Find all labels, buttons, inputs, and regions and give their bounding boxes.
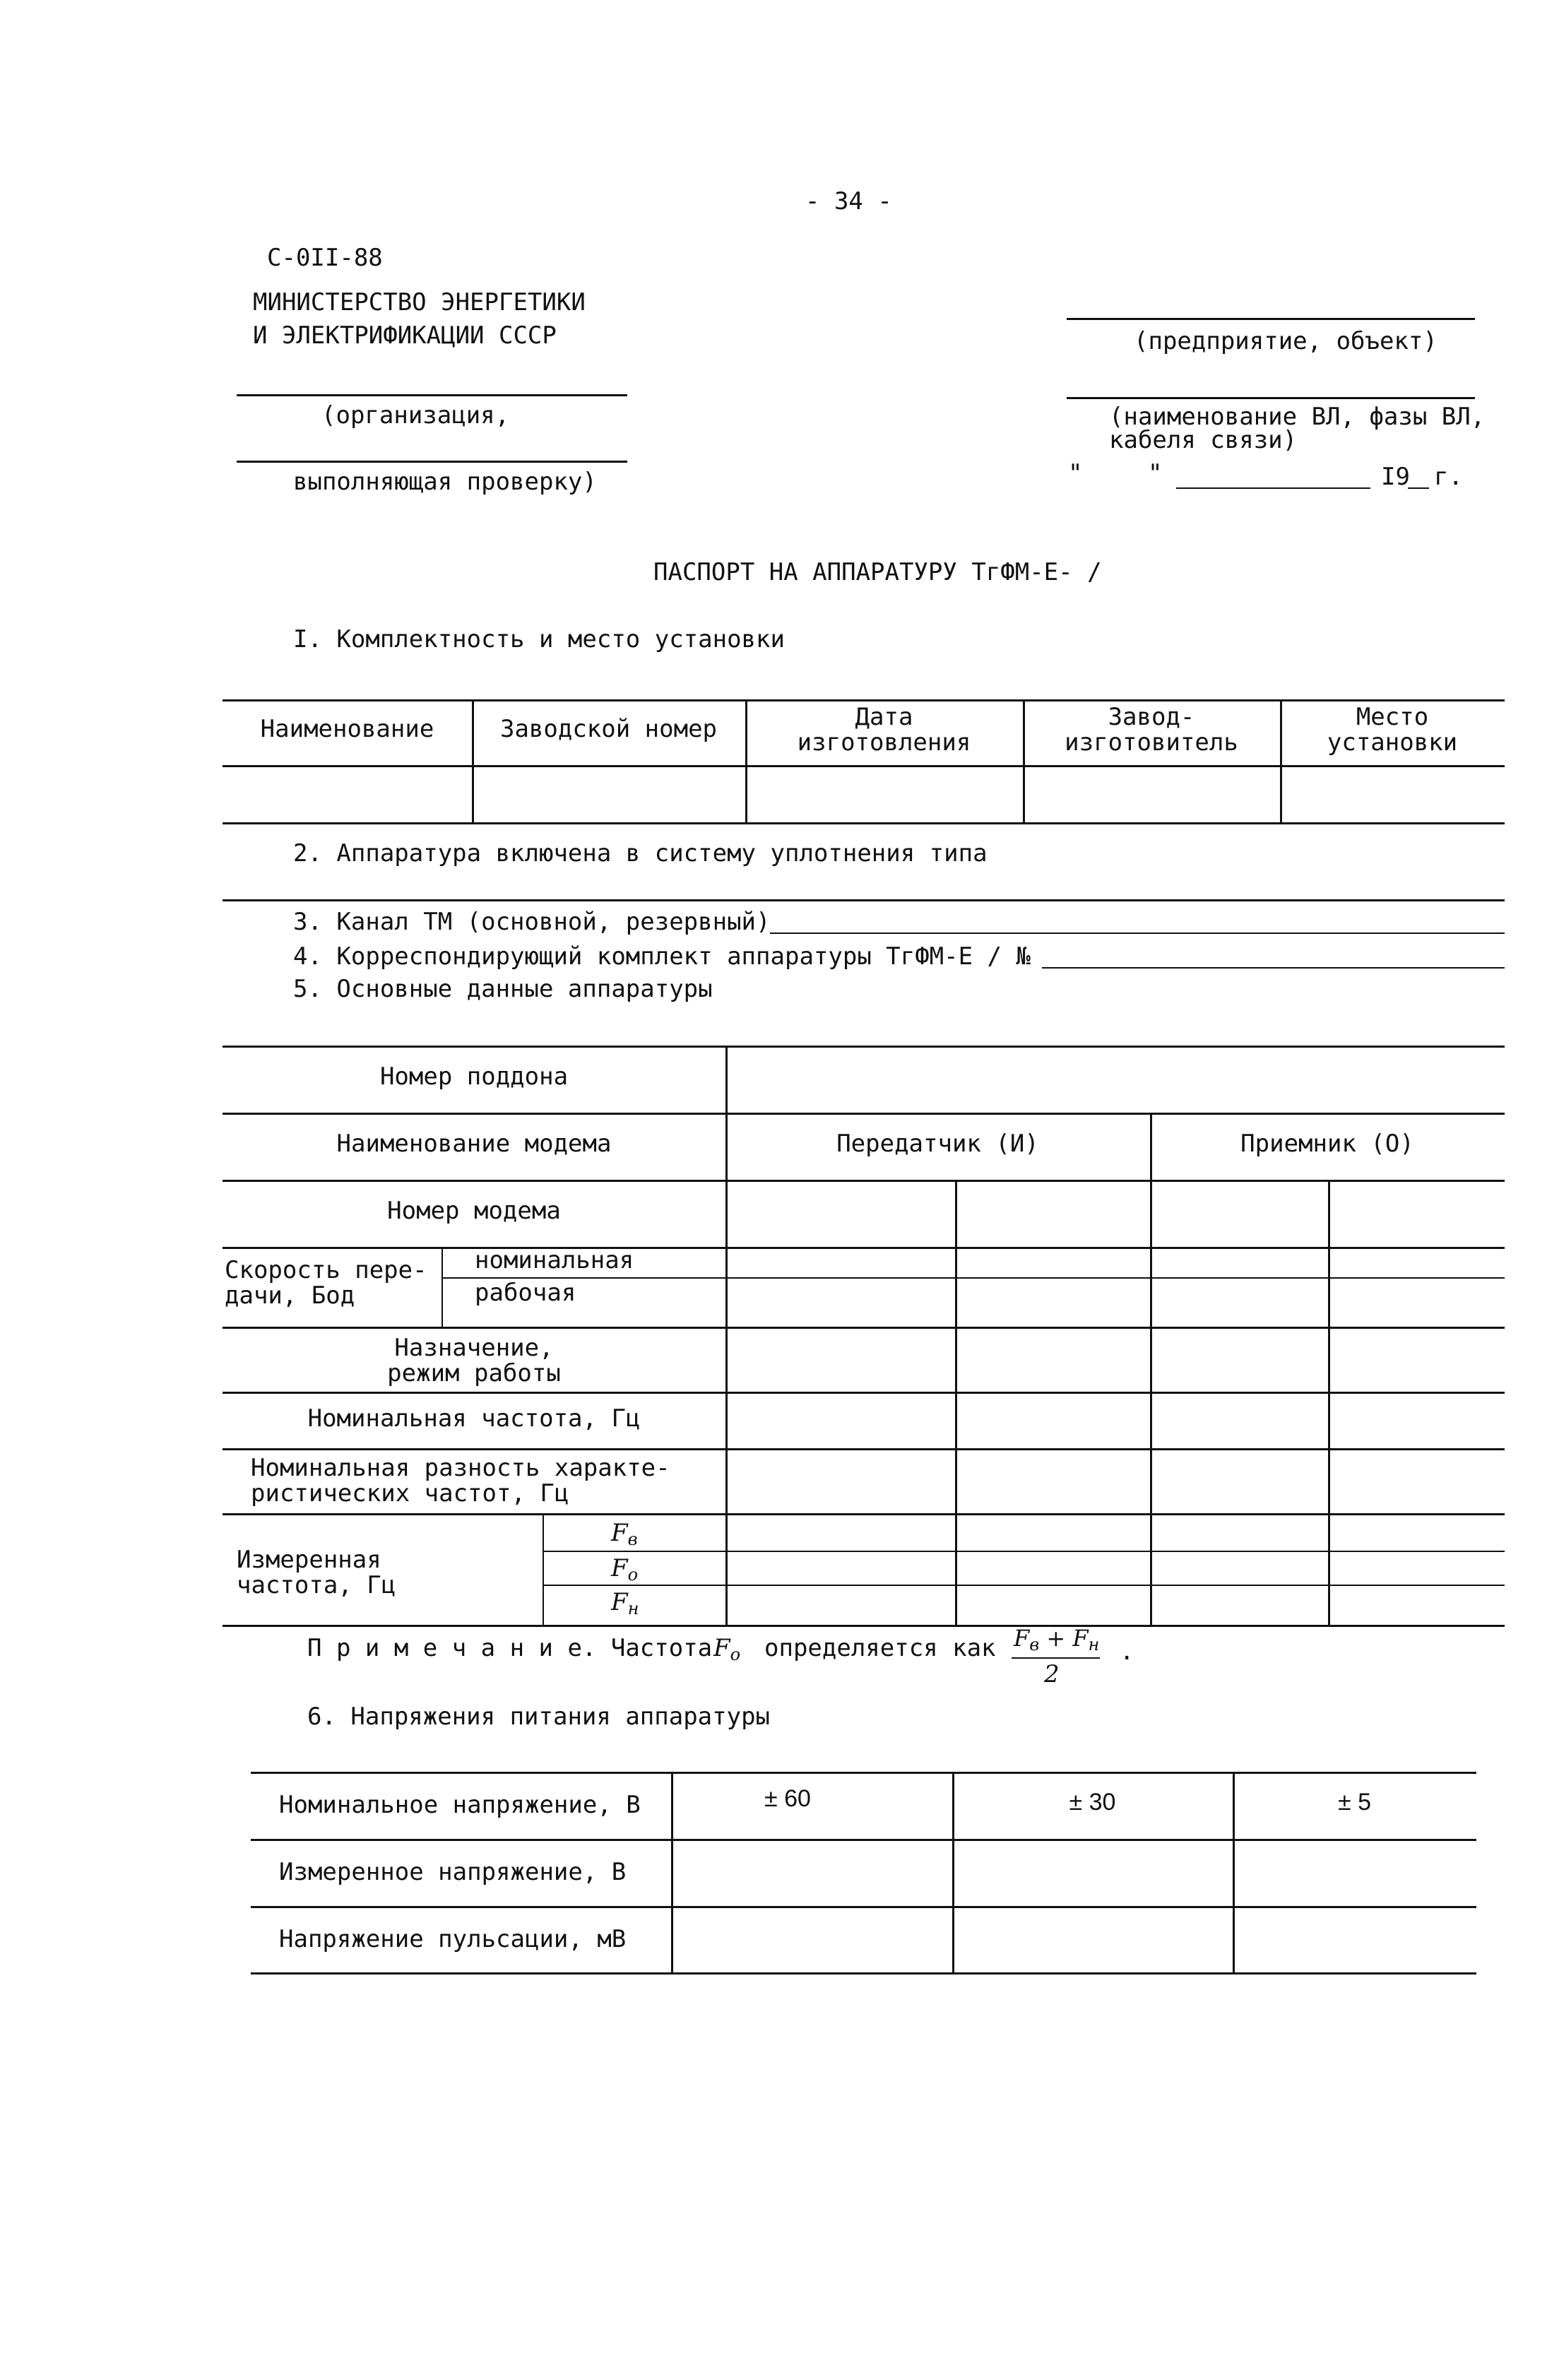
t5-vline-speed [441, 1247, 443, 1327]
s6-line-bottom [251, 1972, 1476, 1975]
t5-line-3 [223, 1247, 1505, 1249]
t5-receiver: Приемник (О) [1240, 1130, 1414, 1158]
org-line-2 [237, 461, 627, 463]
note-end: . [1120, 1638, 1134, 1666]
enterprise-line [1067, 318, 1475, 320]
s1-col-date: Дата изготовления [797, 703, 971, 757]
t5-measured-freq: Измеренная частота, Гц [237, 1546, 396, 1599]
t5-vline-tx-mid [955, 1180, 957, 1625]
note-denominator: 2 [1044, 1660, 1060, 1688]
t5-f-upper: $F_в$ [611, 1519, 638, 1549]
t5-vline-rx-mid [1328, 1180, 1330, 1625]
t5-f-lower: $F_н$ [611, 1588, 639, 1618]
t5-speed-nominal: номинальная [475, 1246, 634, 1274]
item2-fill-line [223, 899, 1505, 901]
t5-line-4 [223, 1327, 1505, 1329]
item3-fill-line [770, 933, 1505, 934]
passport-title: ПАСПОРТ НА АППАРАТУРУ ТгФМ-Е- / [653, 558, 1102, 586]
s6-row-nominal: Номинальное напряжение, В [279, 1791, 641, 1819]
t5-f-center: $F_о$ [611, 1554, 639, 1585]
item2-text: 2. Аппаратура включена в систему уплотнения типа [293, 839, 988, 868]
t5-nominal-freq: Номинальная частота, Гц [307, 1404, 641, 1433]
doc-code: С-0II-88 [267, 244, 383, 272]
s1-col-place: Место установки [1327, 703, 1458, 757]
section1-heading: I. Комплектность и место установки [293, 625, 785, 653]
item4-fill-line [1042, 967, 1505, 969]
s1-col-name: Наименование [260, 715, 434, 743]
s6-value-30: ± 30 [1069, 1789, 1116, 1816]
org-line-1 [237, 394, 627, 396]
ministry-line-2: И ЭЛЕКТРИФИКАЦИИ СССР [253, 321, 557, 350]
t5-line-bottom [223, 1625, 1505, 1627]
page-number: - 34 - [805, 187, 892, 215]
date-quote-open: " [1068, 459, 1083, 487]
t5-line-7 [223, 1513, 1505, 1515]
s6-row-ripple: Напряжение пульсации, мВ [279, 1925, 627, 1953]
s1-top-line [223, 699, 1505, 701]
t5-modem-number: Номер модема [387, 1197, 561, 1225]
line-name-line [1067, 397, 1475, 399]
org-caption-2: выполняющая проверку) [293, 468, 597, 496]
note-f0-symbol: $F_о$ [713, 1634, 741, 1664]
s6-line-2 [251, 1906, 1476, 1908]
item5-text: 5. Основные данные аппаратуры [293, 975, 713, 1003]
t5-speed-label: Скорость пере- дачи, Бод [225, 1256, 427, 1310]
s1-bottom-line [223, 822, 1505, 824]
item3-text: 3. Канал ТМ (основной, резервный) [293, 908, 771, 936]
date-month-line [1176, 487, 1370, 489]
ministry-line-1: МИНИСТЕРСТВО ЭНЕРГЕТИКИ [253, 288, 586, 316]
t5-line-f1 [543, 1551, 1505, 1552]
s6-value-5: ± 5 [1337, 1789, 1371, 1816]
date-year-prefix: I9 [1381, 463, 1410, 491]
note-middle: определяется как [764, 1634, 996, 1662]
t5-vline-rx [1150, 1113, 1152, 1625]
t5-line-5 [223, 1392, 1505, 1394]
note-numerator: $F_в + F_н$ [1014, 1625, 1100, 1654]
note-fraction-bar [1012, 1657, 1100, 1659]
s6-line-1 [251, 1839, 1476, 1841]
enterprise-caption: (предприятие, объект) [1134, 327, 1438, 355]
line-name-caption-2: кабеля связи) [1109, 426, 1298, 454]
t5-transmitter: Передатчик (И) [836, 1130, 1039, 1158]
date-year-suffix: г. [1434, 463, 1463, 491]
org-caption-1: (организация, [321, 401, 510, 430]
s1-header-bottom [223, 765, 1505, 767]
s6-row-measured: Измеренное напряжение, В [279, 1858, 627, 1886]
t5-line-1 [223, 1113, 1505, 1115]
t5-line-6 [223, 1448, 1505, 1450]
note-prefix: П р и м е ч а н и е. Частота [307, 1634, 713, 1662]
s6-value-60: ± 60 [764, 1785, 811, 1812]
section6-heading: 6. Напряжения питания аппаратуры [307, 1703, 771, 1731]
t5-vline-measured [543, 1513, 544, 1625]
t5-modem-name: Наименование модема [336, 1130, 612, 1158]
t5-line-2 [223, 1180, 1505, 1182]
t5-purpose: Назначение, режим работы [387, 1334, 561, 1387]
line-name-caption-1: (наименование ВЛ, фазы ВЛ, [1109, 403, 1486, 431]
t5-pallet: Номер поддона [379, 1062, 569, 1091]
t5-speed-working: рабочая [475, 1279, 576, 1307]
date-year-line [1408, 487, 1429, 489]
date-quote-close: " [1148, 459, 1163, 487]
t5-nominal-diff: Номинальная разность характе- ристических частот, Гц [251, 1454, 670, 1508]
s1-col-factory: Завод- изготовитель [1065, 703, 1238, 757]
s6-line-top [251, 1772, 1476, 1774]
t5-line-f2 [543, 1585, 1505, 1586]
t5-line-top [223, 1046, 1505, 1048]
t5-line-speed-mid [441, 1277, 1505, 1279]
s1-col-serial: Заводской номер [499, 715, 718, 743]
item4-text: 4. Корреспондирующий комплект аппаратуры ТгФМ-Е / № [293, 942, 1031, 971]
